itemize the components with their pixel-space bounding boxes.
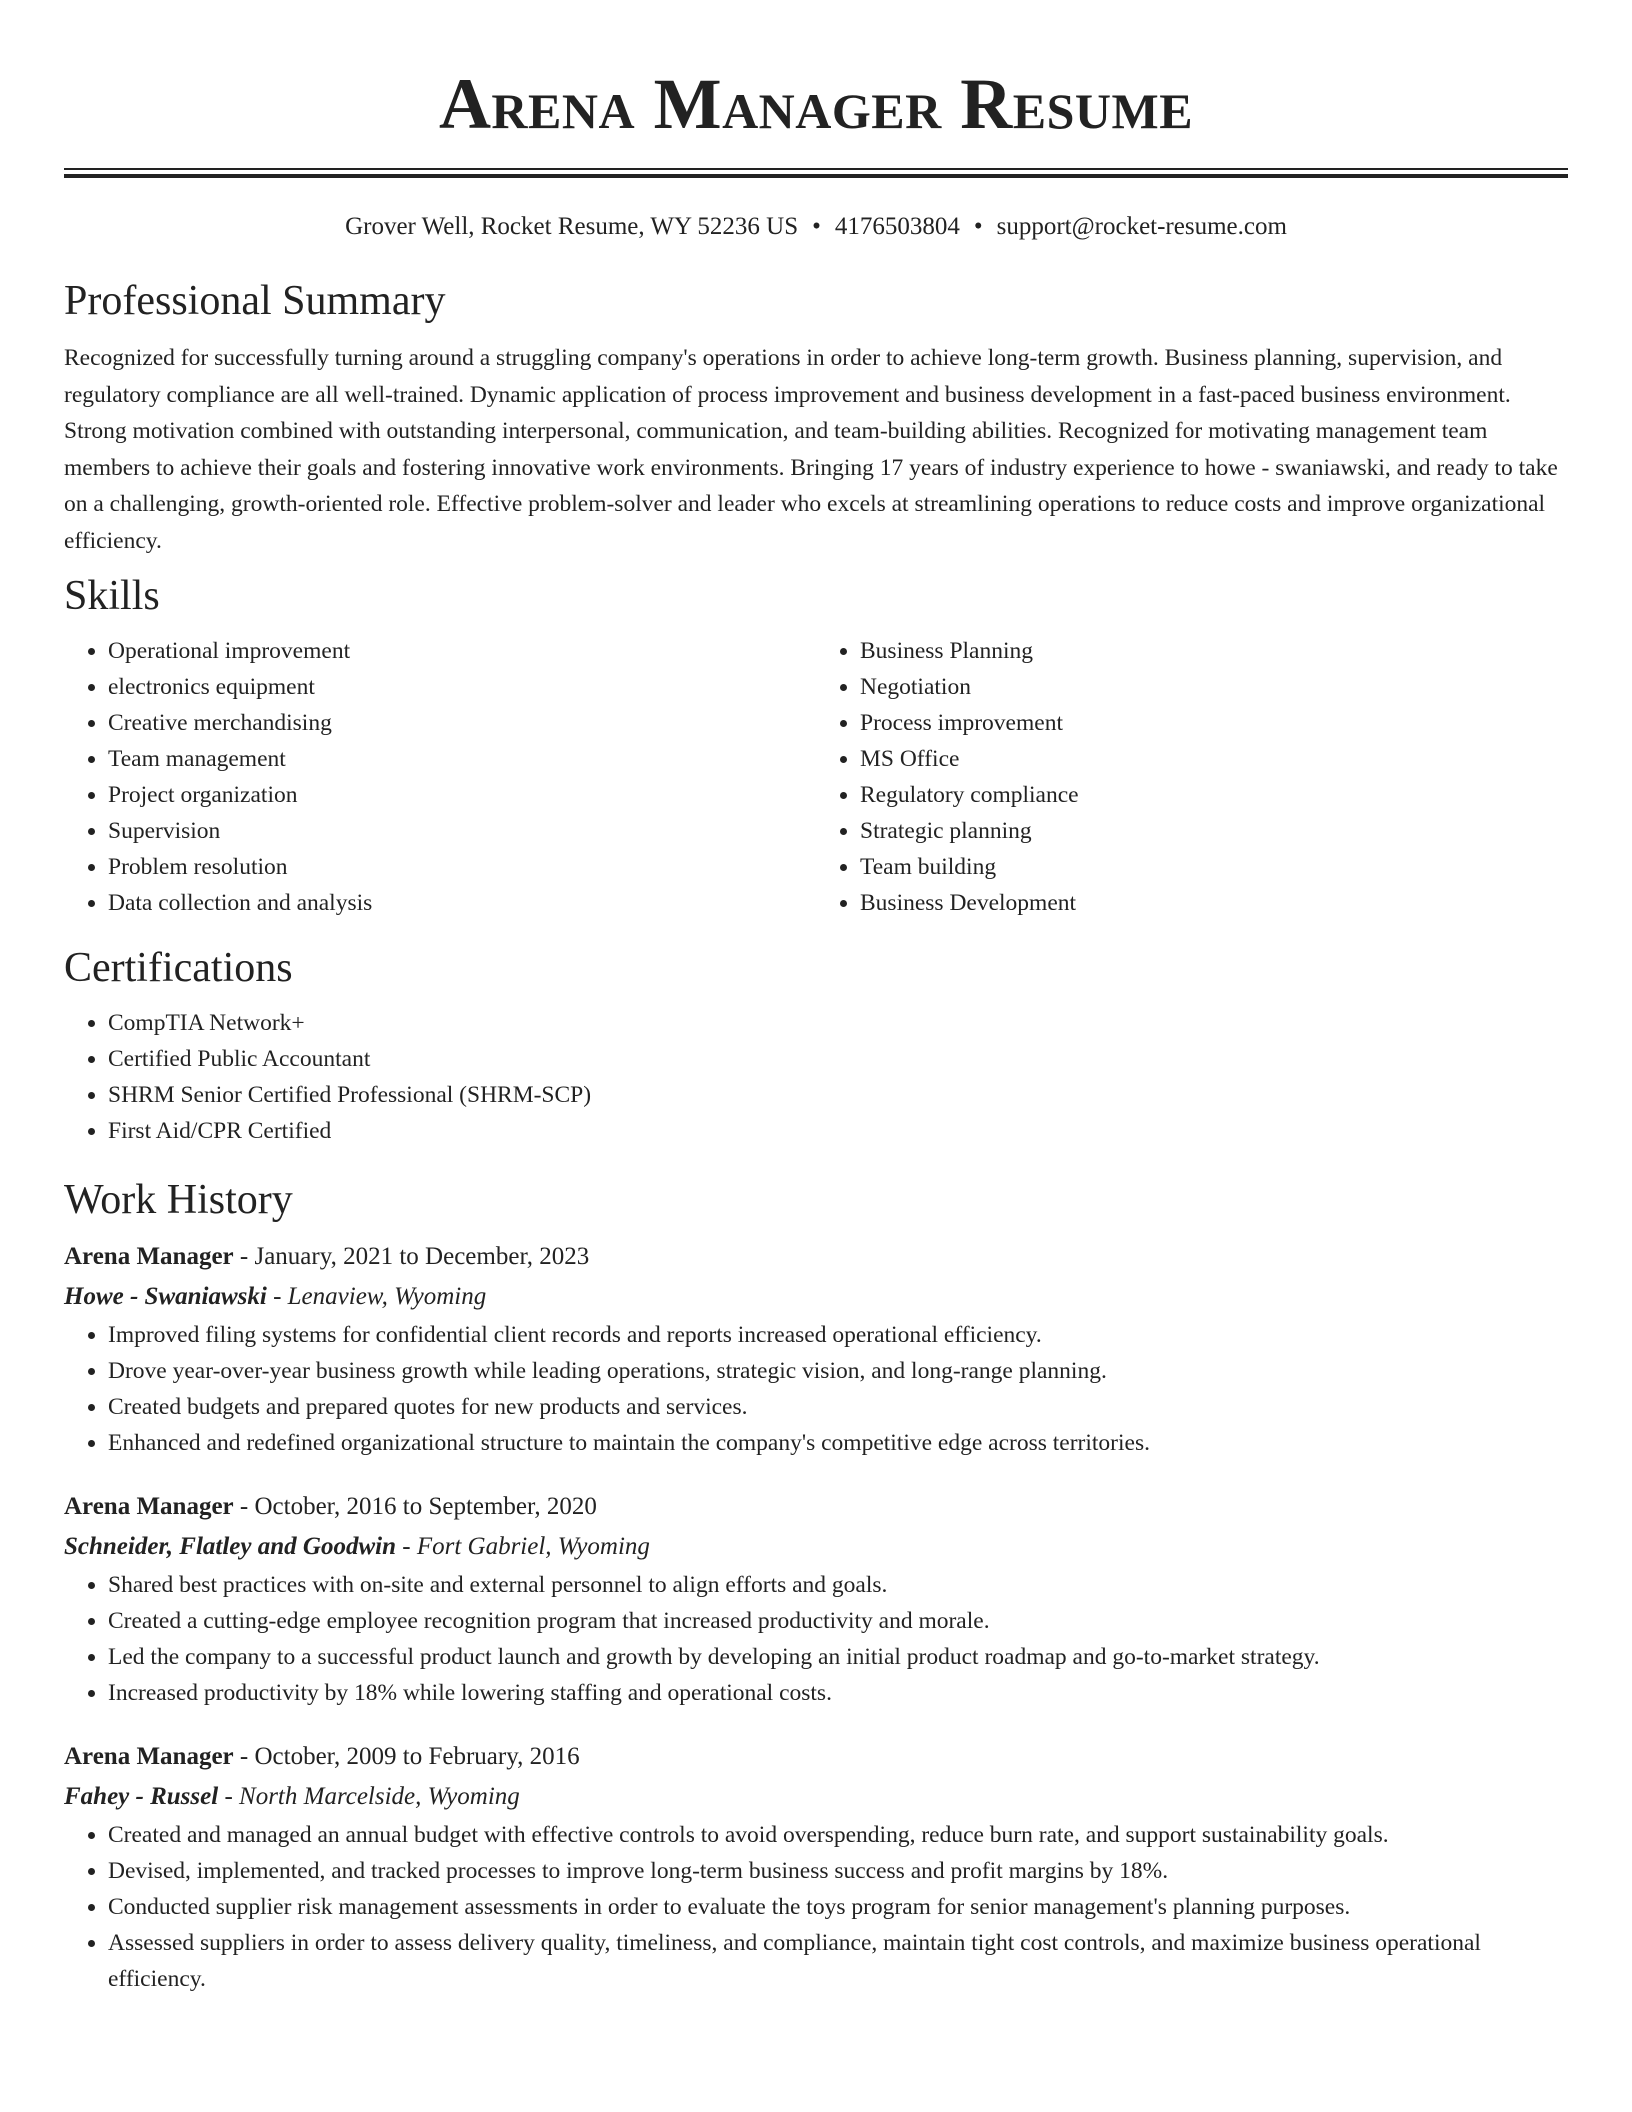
job-bullet: • Created a cutting-edge employee recognition program that increased productivity and morale. — [108, 1603, 1568, 1639]
job-entry — [64, 1237, 1568, 1461]
contact-separator: • — [812, 213, 821, 240]
job-header: Arena Manager - October, 2009 to February, 2016 — [64, 1743, 580, 1770]
job-company-line: Fahey - Russel - North Marcelside, Wyoming — [64, 1783, 520, 1810]
job-location: Fort Gabriel, Wyoming — [416, 1533, 650, 1560]
job-company: Howe - Swaniawski — [64, 1283, 267, 1310]
job-header: Arena Manager - October, 2016 to September, 2020 — [64, 1493, 597, 1520]
skill-item: • electronics equipment — [108, 669, 816, 705]
job-bullet: • Improved filing systems for confidential client records and reports increased operational efficiency. — [108, 1317, 1568, 1353]
job-company: Fahey - Russel — [64, 1783, 219, 1810]
skill-item: • Problem resolution — [108, 849, 816, 885]
contact-phone: 4176503804 — [834, 213, 960, 240]
skills-heading: Skills — [64, 573, 160, 619]
contact-email[interactable]: support@rocket-resume.com — [996, 213, 1287, 240]
summary-heading: Professional Summary — [64, 278, 446, 324]
job-dates: January, 2021 to December, 2023 — [254, 1243, 590, 1270]
job-bullet: • Created and managed an annual budget with effective controls to avoid overspending, reduce burn rate, and support sustainability goals. — [108, 1817, 1568, 1853]
job-bullet: • Drove year-over-year business growth while leading operations, strategic vision, and long-range planning. — [108, 1353, 1568, 1389]
skill-item: • Team management — [108, 741, 816, 777]
job-header: Arena Manager - January, 2021 to December, 2023 — [64, 1243, 590, 1270]
skill-item: • Regulatory compliance — [860, 777, 1568, 813]
job-bullet: • Enhanced and redefined organizational structure to maintain the company's competitive edge across territories. — [108, 1425, 1568, 1461]
certifications-list — [64, 1005, 1568, 1149]
job-dates: October, 2016 to September, 2020 — [254, 1493, 597, 1520]
skill-item: • Supervision — [108, 813, 816, 849]
skill-item: • MS Office — [860, 741, 1568, 777]
work-history-heading: Work History — [64, 1177, 293, 1223]
certifications-heading: Certifications — [64, 945, 293, 991]
contact-address: Grover Well, Rocket Resume, WY 52236 US — [345, 213, 799, 240]
job-bullet: • Shared best practices with on-site and external personnel to align efforts and goals. — [108, 1567, 1568, 1603]
skill-item: • Data collection and analysis — [108, 885, 816, 921]
job-position: Arena Manager — [64, 1243, 234, 1270]
job-position: Arena Manager — [64, 1743, 234, 1770]
job-position: Arena Manager — [64, 1493, 234, 1520]
skill-item: • Strategic planning — [860, 813, 1568, 849]
skill-item: • Creative merchandising — [108, 705, 816, 741]
job-bullets — [64, 1317, 1568, 1461]
skill-item: • Business Planning — [860, 633, 1568, 669]
resume-title: Arena Manager Resume — [438, 64, 1194, 144]
job-bullet: • Devised, implemented, and tracked processes to improve long-term business success and profit margins by 18%. — [108, 1853, 1568, 1889]
certification-item: • Certified Public Accountant — [108, 1041, 1568, 1077]
job-company-line: Schneider, Flatley and Goodwin - Fort Gabriel, Wyoming — [64, 1533, 650, 1560]
resume-page — [64, 0, 1568, 1997]
skill-item: • Project organization — [108, 777, 816, 813]
job-bullet: • Increased productivity by 18% while lowering staffing and operational costs. — [108, 1675, 1568, 1711]
job-bullet: • Assessed suppliers in order to assess delivery quality, timeliness, and compliance, maintain tight cost controls, and maximize business operational efficiency. — [108, 1925, 1568, 1997]
title-divider — [64, 168, 1568, 178]
job-company-line: Howe - Swaniawski - Lenaview, Wyoming — [64, 1283, 487, 1310]
certification-item: • First Aid/CPR Certified — [108, 1113, 1568, 1149]
job-entry — [64, 1737, 1568, 1997]
skills-columns — [64, 633, 1568, 921]
job-entry — [64, 1487, 1568, 1711]
job-location: Lenaview, Wyoming — [287, 1283, 487, 1310]
job-company: Schneider, Flatley and Goodwin — [64, 1533, 396, 1560]
job-bullet: • Conducted supplier risk management assessments in order to evaluate the toys program for senior management's planning purposes. — [108, 1889, 1568, 1925]
contact-separator: • — [973, 213, 983, 240]
skills-list-right — [816, 633, 1568, 921]
job-bullet: • Led the company to a successful product launch and growth by developing an initial product roadmap and go-to-market strategy. — [108, 1639, 1568, 1675]
job-dates: October, 2009 to February, 2016 — [254, 1743, 580, 1770]
skill-item: • Operational improvement — [108, 633, 816, 669]
job-bullets — [64, 1817, 1568, 1997]
contact-line — [64, 210, 1568, 244]
skill-item: • Process improvement — [860, 705, 1568, 741]
skill-item: • Team building — [860, 849, 1568, 885]
skill-item: • Business Development — [860, 885, 1568, 921]
certification-item: • SHRM Senior Certified Professional (SHRM-SCP) — [108, 1077, 1568, 1113]
job-bullet: • Created budgets and prepared quotes for new products and services. — [108, 1389, 1568, 1425]
skills-list-left — [64, 633, 816, 921]
skill-item: • Negotiation — [860, 669, 1568, 705]
job-bullets — [64, 1567, 1568, 1711]
summary-text: Recognized for successfully turning around a struggling company's operations in order to achieve long-term growth. Business planning, supervision, and regulatory compliance are all well-trained. Dynamic application of process improvement and business development in a fast-paced business environment. Strong motivation combined with outstanding interpersonal, communication, and team-building abilities. Recognized for motivating management team members to achieve their goals and fostering innovative work environments. Bringing 17 years of industry experience to howe - swaniawski, and ready to take on a challenging, growth-oriented role. Effective problem-solver and leader who excels at streamlining operations to reduce costs and improve organizational efficiency. — [64, 345, 1558, 554]
certification-item: • CompTIA Network+ — [108, 1005, 1568, 1041]
job-location: North Marcelside, Wyoming — [239, 1783, 520, 1810]
